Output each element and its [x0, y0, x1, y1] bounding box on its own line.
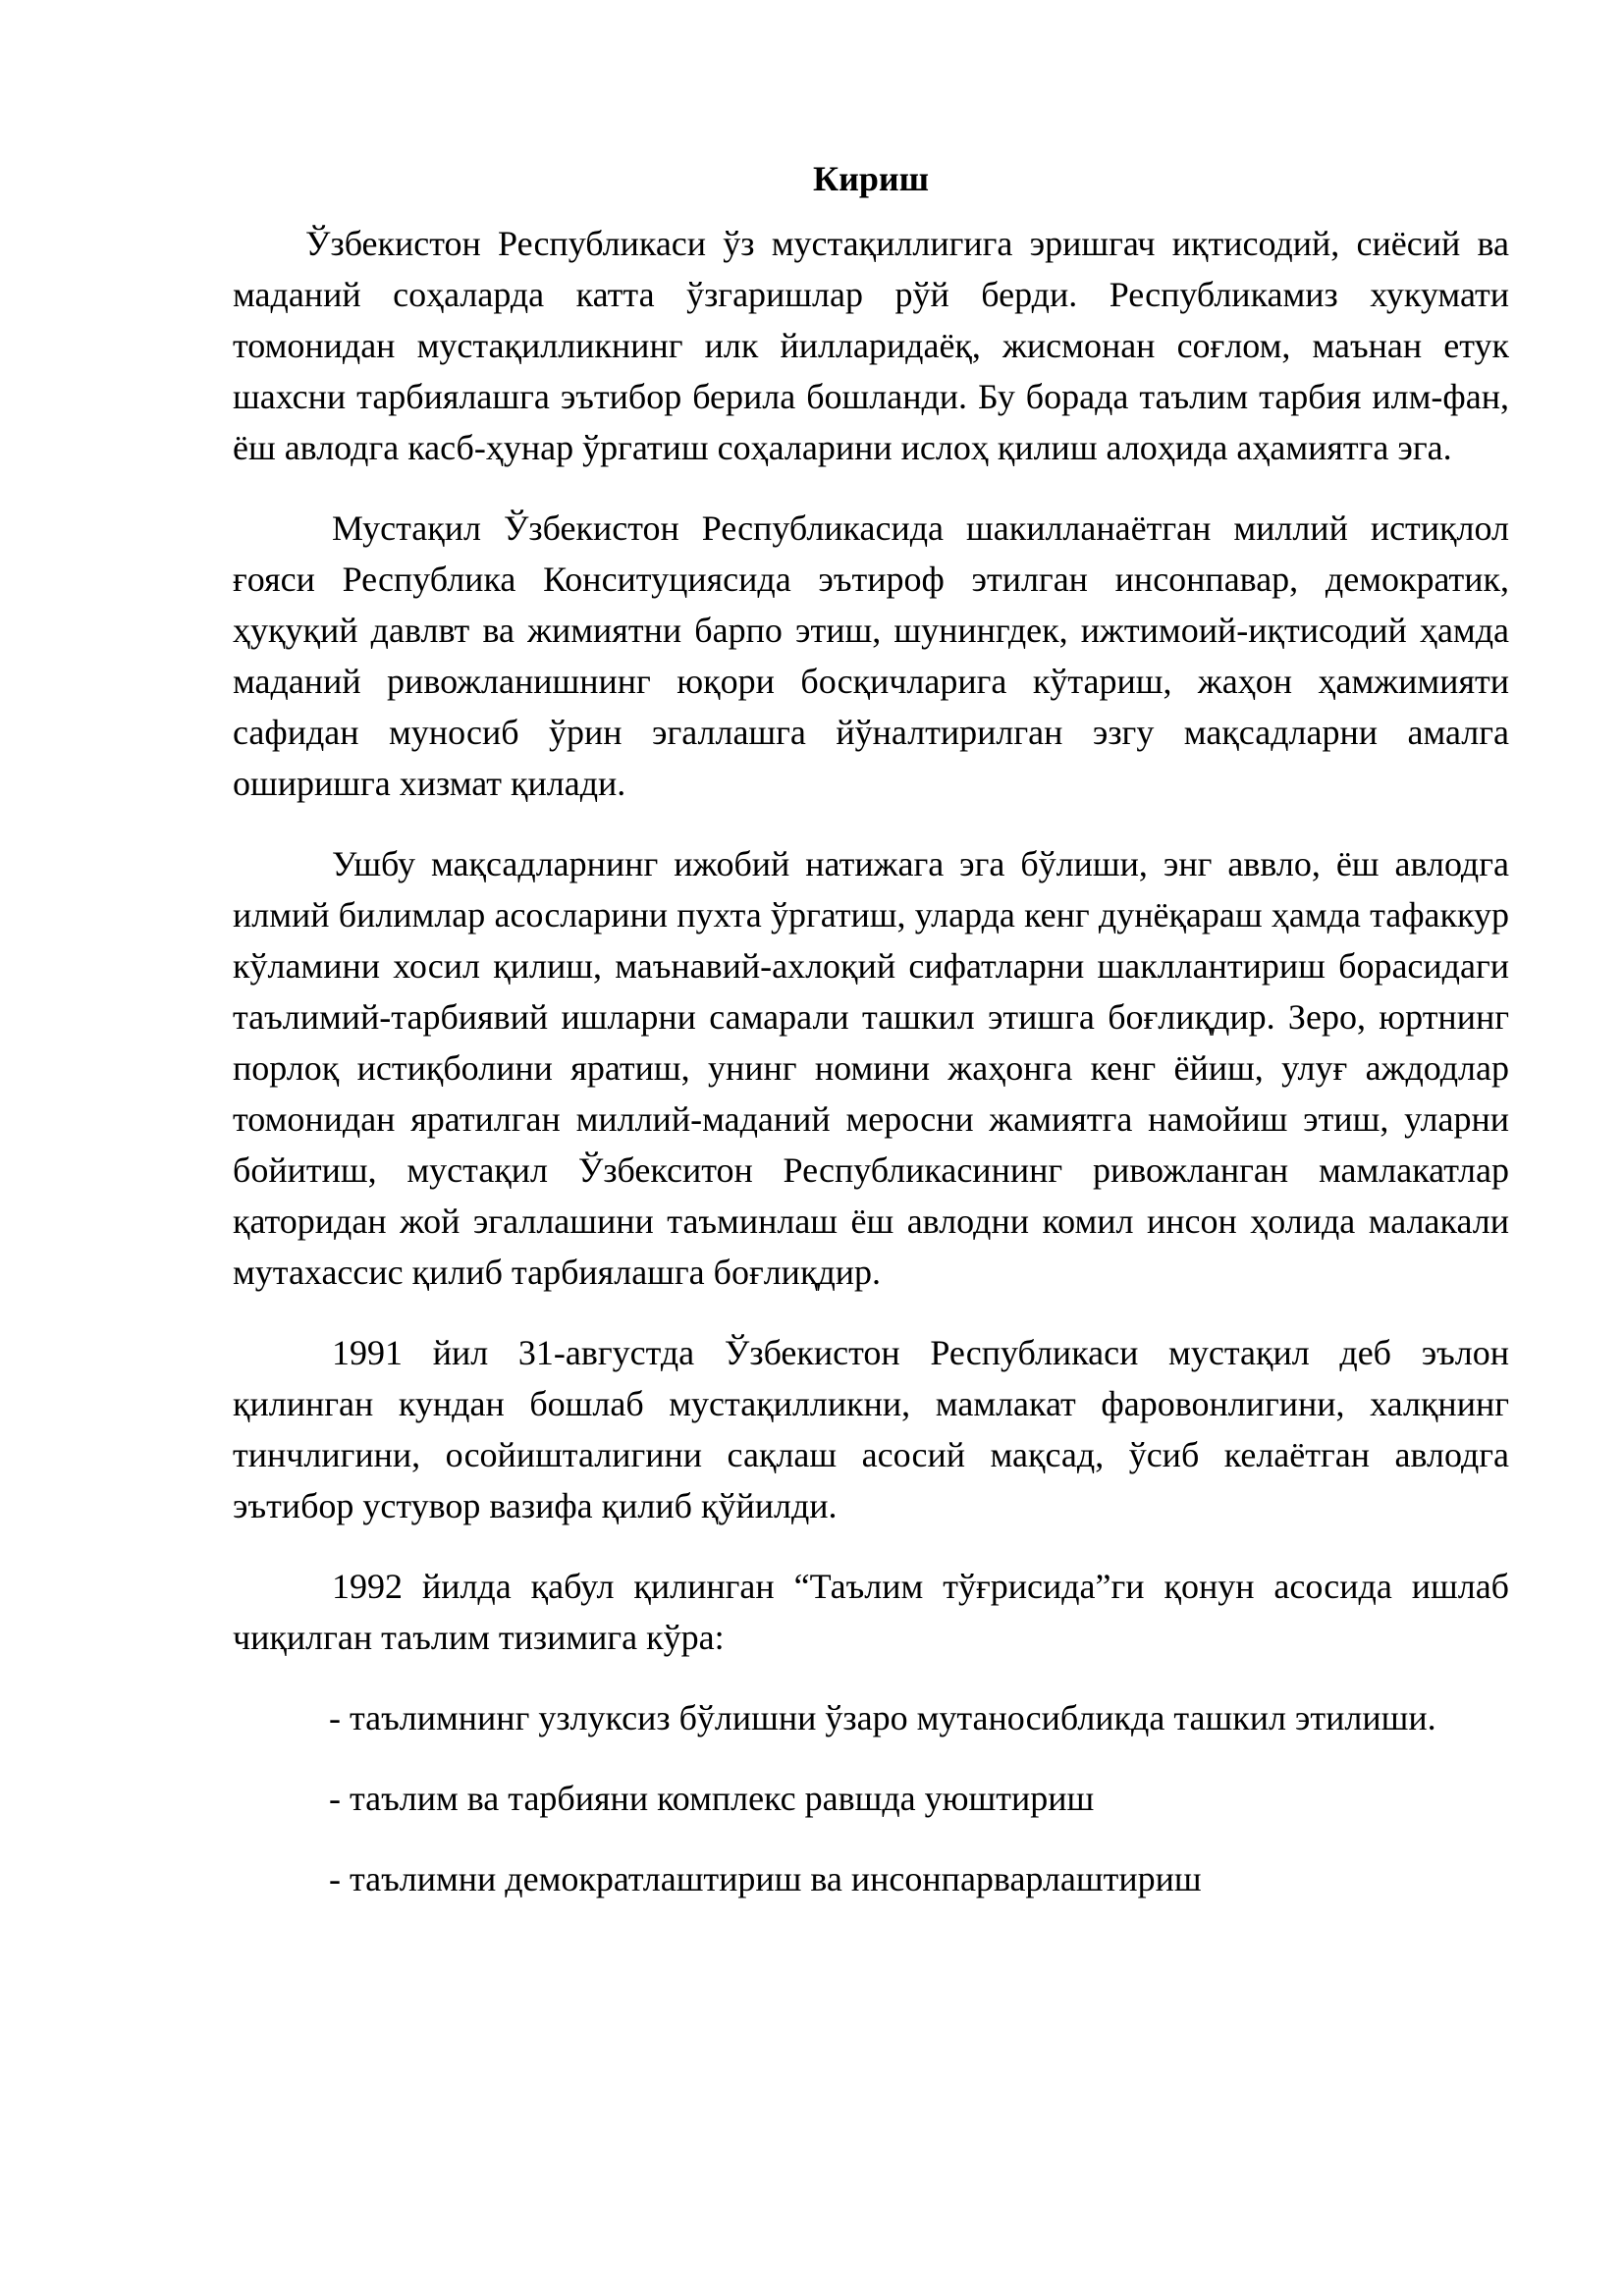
paragraph: Ўзбекистон Республикаси ўз мустақиллигига эришгач иқтисодий, сиёсий ва маданий соҳаларда катта ўзгаришлар рўй берди. Республикамиз хукумати томонидан мустақилликнинг илк йилларидаёқ, жисмонан соғлом, маънан етук шахсни тарбиялашга эътибор берила бошланди. Бу борада таълим тарбия илм-фан, ёш авлодга касб-ҳунар ўргатиш соҳаларини ислоҳ қилиш алоҳида аҳамиятга эга. [233, 224, 1509, 467]
list-item: - таълим ва тарбияни комплекс равшда уюштириш [329, 1779, 1095, 1818]
paragraph: Мустақил Ўзбекистон Республикасида шакилланаётган миллий истиқлол ғояси Республика Конситуциясида эътироф этилган инсонпавар, демократик, ҳуқуқий давлвт ва жимиятни барпо этиш, шунингдек, ижтимоий-иқтисодий ҳамда маданий ривожланишнинг юқори босқичларига кўтариш, жаҳон ҳамжимияти сафидан муносиб ўрин эгаллашга йўналтирилган эзгу мақсадларни амалга оширишга хизмат қилади. [233, 508, 1509, 803]
document-title: Кириш [812, 159, 929, 198]
paragraph: 1992 йилда қабул қилинган “Таълим тўғрисида”ги қонун асосида ишлаб чиқилган таълим тизимига кўра: [233, 1567, 1509, 1657]
paragraph: 1991 йил 31-августда Ўзбекистон Республикаси мустақил деб эълон қилинган кундан бошлаб мустақилликни, мамлакат фаровонлигини, халқнинг тинчлигини, осойишталигини сақлаш асосий мақсад, ўсиб келаётган авлодга эътибор устувор вазифа қилиб қўйилди. [233, 1333, 1509, 1525]
list-item: - таълимнинг узлуксиз бўлишни ўзаро мутаносибликда ташкил этилиши. [329, 1698, 1436, 1737]
document-body [233, 153, 1509, 1934]
list-item: - таълимни демократлаштириш ва инсонпарварлаштириш [329, 1859, 1202, 1898]
paragraph: Ушбу мақсадларнинг ижобий натижага эга бўлиши, энг аввло, ёш авлодга илмий билимлар асосларини пухта ўргатиш, уларда кенг дунёқараш ҳамда тафаккур кўламини хосил қилиш, маънавий-ахлоқий сифатларни шакллантириш борасидаги таълимий-тарбиявий ишларни самарали ташкил этишга боғлиқдир. Зеро, юртнинг порлоқ истиқболини яратиш, унинг номини жаҳонга кенг ёйиш, улуғ аждодлар томонидан яратилган миллий-маданий меросни жамиятга намойиш этиш, уларни бойитиш, мустақил Ўзбекситон Республикасининг ривожланган мамлакатлар қаторидан жой эгаллашини таъминлаш ёш авлодни комил инсон ҳолида малакали мутахассис қилиб тарбиялашга боғлиқдир. [233, 844, 1509, 1292]
